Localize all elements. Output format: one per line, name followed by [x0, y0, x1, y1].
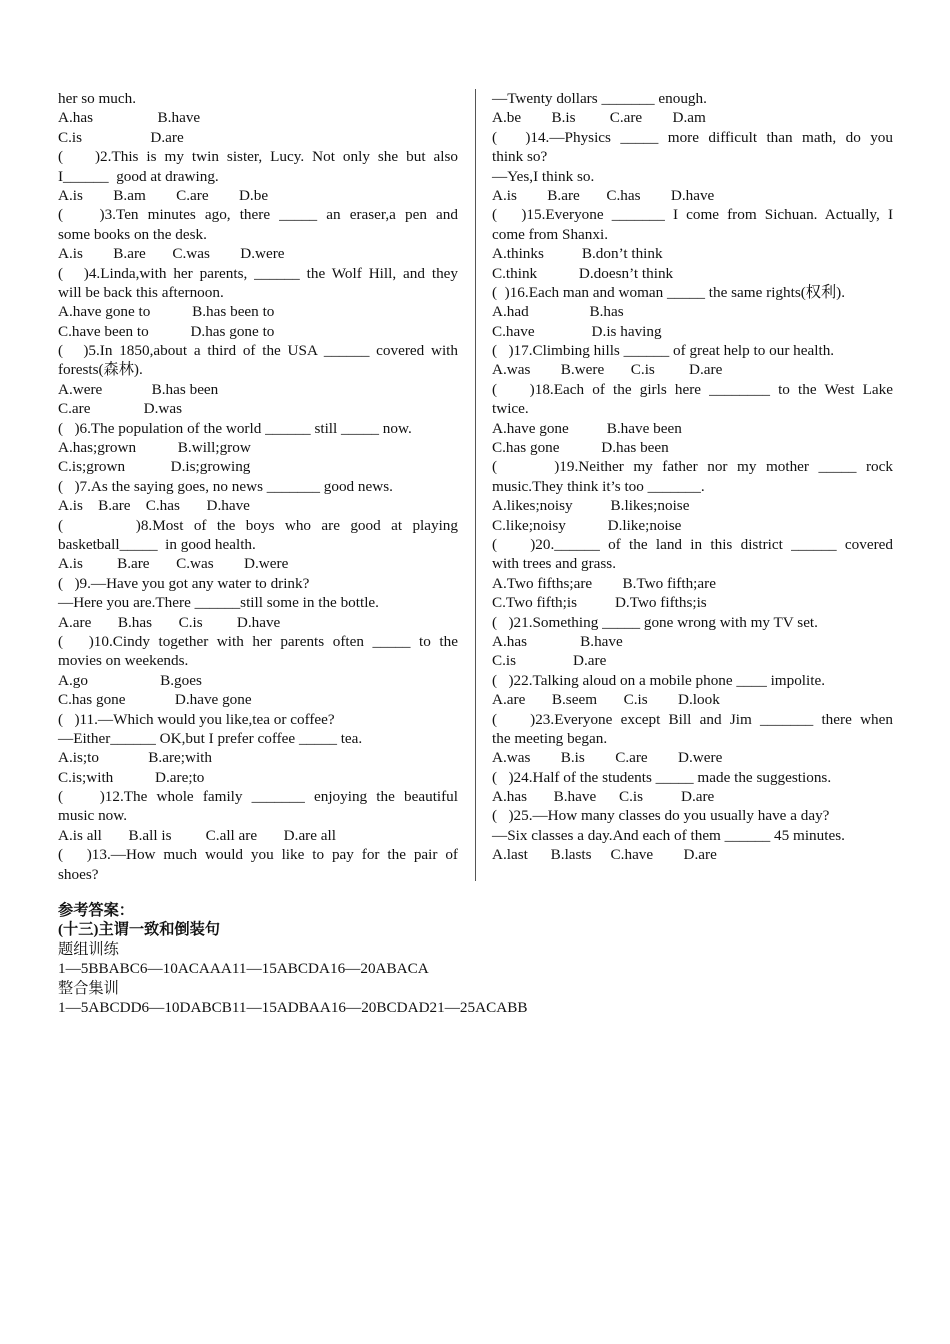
text-line: come from Shanxi. [492, 225, 608, 243]
text-line: twice. [492, 400, 529, 418]
text-line: ( )25.—How many classes do you usually have a day? [492, 807, 830, 825]
text-line: A.is B.are C.was D.were [58, 555, 289, 573]
left-column [58, 89, 458, 884]
answer-section-title: (十三)主谓一致和倒装句 [58, 921, 220, 939]
text-line: A.is B.am C.are D.be [58, 186, 269, 204]
text-line: C.think D.doesn’t think [492, 264, 674, 282]
column-divider [475, 89, 476, 881]
text-line: —Twenty dollars _______ enough. [492, 90, 707, 107]
text-line: basketball_____ in good health. [58, 535, 256, 553]
text-line: A.thinks B.don’t think [492, 245, 663, 263]
text-line: A.Two fifths;are B.Two fifth;are [492, 574, 716, 592]
text-line: A.is B.are C.has D.have [58, 497, 250, 515]
text-line: A.is B.are C.was D.were [58, 245, 285, 263]
text-line: A.be B.is C.are D.am [492, 109, 706, 127]
text-line: A.were B.has been [58, 380, 219, 398]
text-line: A.have gone B.have been [492, 419, 682, 437]
text-line: A.had B.has [492, 303, 624, 321]
text-line: ( )9.—Have you got any water to drink? [58, 574, 310, 592]
text-line: I______ good at drawing. [58, 167, 219, 185]
answer-section [58, 901, 898, 1017]
text-line: A.is B.are C.has D.have [492, 186, 715, 204]
text-line: ( )12.The whole family _______ enjoying the beautiful [58, 788, 458, 806]
text-line: ( )4.Linda,with her parents, ______ the Wolf Hill, and they [58, 264, 458, 282]
text-line: A.was B.were C.is D.are [492, 361, 723, 379]
text-line: A.likes;noisy B.likes;noise [492, 497, 690, 515]
text-line: ( )11.—Which would you like,tea or coffee? [58, 710, 335, 728]
text-line: A.go B.goes [58, 671, 202, 689]
text-line: A.are B.has C.is D.have [58, 613, 281, 631]
text-line: ( )13.—How much would you like to pay for the pair of [58, 846, 458, 864]
text-line: some books on the desk. [58, 225, 207, 243]
text-line: —Yes,I think so. [492, 167, 595, 185]
text-line: ( )3.Ten minutes ago, there _____ an eraser,a pen and [58, 206, 458, 224]
text-line: A.has B.have [58, 109, 201, 127]
text-line: ( )21.Something _____ gone wrong with my TV set. [492, 613, 818, 631]
text-line: her so much. [58, 90, 137, 107]
text-line: C.is;with D.are;to [58, 768, 205, 786]
text-line: ( )22.Talking aloud on a mobile phone ____ impolite. [492, 671, 826, 689]
text-line: A.are B.seem C.is D.look [492, 691, 720, 709]
text-line: ( )6.The population of the world ______ still _____ now. [58, 419, 412, 437]
text-line: ( )17.Climbing hills ______ of great help to our health. [492, 342, 835, 360]
text-line: ( )23.Everyone except Bill and Jim _______ there when [492, 710, 893, 728]
group1-answers: 1—5BBABC6—10ACAAA11—15ABCDA16—20ABACA [58, 960, 429, 978]
text-line: think so? [492, 148, 548, 166]
text-line: ( )7.As the saying goes, no news _______ good news. [58, 477, 393, 495]
text-line: ( )15.Everyone _______ I come from Sichuan. Actually, I [492, 206, 893, 224]
text-line: ( )24.Half of the students _____ made the suggestions. [492, 768, 832, 786]
text-line: A.has;grown B.will;grow [58, 439, 251, 457]
text-line: C.is;grown D.is;growing [58, 458, 251, 476]
text-line: ( )20.______ of the land in this district ______ covered [492, 535, 893, 553]
text-line: C.is D.are [492, 652, 607, 670]
text-line: the meeting began. [492, 729, 608, 747]
text-line: ( )10.Cindy together with her parents often _____ to the [58, 632, 458, 650]
text-line: C.has gone D.has been [492, 439, 669, 457]
text-line: ( )8.Most of the boys who are good at playing [58, 516, 458, 534]
text-line: ( )19.Neither my father nor my mother _____ rock [492, 458, 893, 476]
group2-answers: 1—5ABCDD6—10DABCB11—15ADBAA16—20BCDAD21—25ACABB [58, 999, 528, 1017]
text-line: A.is all B.all is C.all are D.are all [58, 826, 336, 844]
text-line: with trees and grass. [492, 555, 616, 573]
group2-label: 整合集训 [58, 979, 119, 997]
text-line: ( )2.This is my twin sister, Lucy. Not only she but also [58, 148, 458, 166]
text-line: shoes? [58, 865, 99, 883]
text-line: movies on weekends. [58, 652, 189, 670]
text-line: C.have been to D.has gone to [58, 322, 275, 340]
text-line: C.like;noisy D.like;noise [492, 516, 682, 534]
text-line: —Either______ OK,but I prefer coffee _____ tea. [58, 729, 363, 747]
right-column [492, 89, 893, 865]
text-line: A.was B.is C.are D.were [492, 749, 723, 767]
text-line: A.has B.have [492, 632, 623, 650]
text-line: ( )5.In 1850,about a third of the USA ______ covered with [58, 342, 458, 360]
text-line: forests(森林). [58, 361, 143, 379]
text-line: C.is D.are [58, 128, 184, 146]
text-line: ( )14.—Physics _____ more difficult than math, do you [492, 128, 893, 146]
text-line: —Here you are.There ______still some in the bottle. [58, 594, 379, 612]
text-line: A.last B.lasts C.have D.are [492, 846, 717, 864]
text-line: music.They think it’s too _______. [492, 477, 705, 495]
text-line: A.have gone to B.has been to [58, 303, 275, 321]
text-line: C.are D.was [58, 400, 183, 418]
text-line: A.is;to B.are;with [58, 749, 212, 767]
text-line: music now. [58, 807, 128, 825]
text-line: ( )18.Each of the girls here ________ to the West Lake [492, 380, 893, 398]
text-line: —Six classes a day.And each of them ______ 45 minutes. [492, 826, 845, 844]
group1-label: 题组训练 [58, 940, 119, 958]
answer-heading: 参考答案： [58, 902, 134, 919]
text-line: C.have D.is having [492, 322, 662, 340]
text-line: will be back this afternoon. [58, 283, 224, 301]
text-line: ( )16.Each man and woman _____ the same rights(权利). [492, 283, 846, 301]
text-line: C.Two fifth;is D.Two fifths;is [492, 594, 707, 612]
text-line: C.has gone D.have gone [58, 691, 252, 709]
text-line: A.has B.have C.is D.are [492, 788, 715, 806]
